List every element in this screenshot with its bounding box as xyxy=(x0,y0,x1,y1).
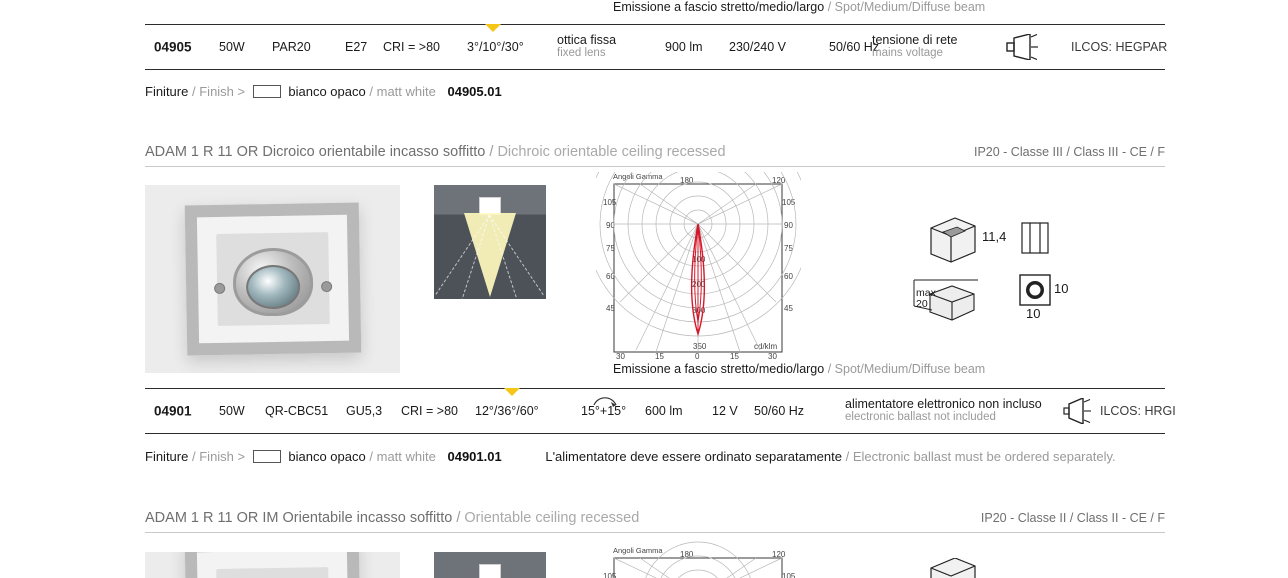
photo-frame-outer xyxy=(184,202,361,355)
beam-angle-marker-icon xyxy=(485,24,501,32)
polar-scale-30-left: 30 xyxy=(616,352,625,361)
section-header-adam-1-r-11-or xyxy=(145,144,1165,167)
ballast-note-en: Electronic ballast must be ordered separately. xyxy=(852,449,1116,464)
product-supply: alimentatore elettronico non incluso electronic ballast not included xyxy=(845,397,1042,424)
photo-frame-outer-2 xyxy=(184,552,361,578)
product-voltage: 230/240 V xyxy=(729,40,786,54)
product-cri: CRI = >80 xyxy=(383,40,440,54)
depth-box-icon xyxy=(925,210,981,266)
finish-code: 04905.01 xyxy=(447,84,502,99)
polar-unit: cd/klm xyxy=(754,342,778,351)
polar-scale-15-left: 15 xyxy=(655,352,664,361)
section-ip-rating: IP20 - Classe II / Class II - CE / F xyxy=(980,511,1165,525)
polar-label-right-90: 90 xyxy=(784,221,793,230)
max-depth-label: max 20 xyxy=(916,287,936,311)
product-beam-angles: 3°/10°/30° xyxy=(467,40,524,54)
top-beam-caption: Emissione a fascio stretto/medio/largo / Spot/Medium/Diffuse beam xyxy=(613,0,986,14)
polar-label-180-2: 180 xyxy=(680,550,694,559)
photo-pivot-right xyxy=(321,280,332,291)
polar-label-180: 180 xyxy=(680,176,694,185)
section2-partial-content xyxy=(0,540,1288,578)
hole-width-value: 10 xyxy=(1026,306,1041,321)
polar-ring-200: 200 xyxy=(692,280,706,289)
polar-label-left-105-2: 105 xyxy=(603,572,617,578)
product-frequency: 50/60 Hz xyxy=(829,40,880,54)
polar-scale-30-right: 30 xyxy=(768,352,777,361)
photo-frame-inner-2 xyxy=(216,567,330,578)
lamp-type-icon xyxy=(1005,34,1039,60)
polar-label-right-105: 105 xyxy=(782,198,796,207)
polar-label-left-105: 105 xyxy=(603,198,617,207)
polar-grid xyxy=(596,172,801,364)
photo-pivot-left xyxy=(214,282,225,293)
product-cri: CRI = >80 xyxy=(401,404,458,418)
polar-label-right-105-2: 105 xyxy=(782,572,796,578)
polar-scale-15-right: 15 xyxy=(730,352,739,361)
polar-label-350: 350 xyxy=(693,342,707,351)
photometric-polar-diagram xyxy=(596,172,801,364)
polar-axis-title-2: Angoli Gamma xyxy=(613,546,663,555)
polar-label-left-75: 75 xyxy=(606,244,615,253)
polar-axis-title: Angoli Gamma xyxy=(613,172,663,181)
product-ilcos: ILCOS: HRGI xyxy=(1100,404,1176,418)
finish-code: 04901.01 xyxy=(447,449,502,464)
photometric-polar-diagram-2 xyxy=(596,540,801,578)
beam-fixture-icon-2 xyxy=(479,564,501,578)
product-code: 04905 xyxy=(154,39,192,55)
product-socket: E27 xyxy=(345,40,368,54)
polar-grid-2 xyxy=(596,540,801,578)
side-profile-icon xyxy=(1019,221,1051,255)
polar-label-right-60: 60 xyxy=(784,272,793,281)
product-ilcos: ILCOS: HEGPAR xyxy=(1071,40,1168,54)
product-flux: 900 lm xyxy=(665,40,703,54)
section1-beam-caption: Emissione a fascio stretto/medio/largo / Spot/Medium/Diffuse beam xyxy=(613,362,986,376)
product-flux: 600 lm xyxy=(645,404,683,418)
product-voltage: 12 V xyxy=(712,404,738,418)
section-title: ADAM 1 R 11 OR Dicroico orientabile incasso soffitto / Dichroic orientable ceiling recessed xyxy=(145,144,726,160)
section-header-adam-1-r-11-or-im xyxy=(145,510,1165,533)
product-frequency: 50/60 Hz xyxy=(754,404,805,418)
finish-swatch-matt-white xyxy=(253,450,281,463)
polar-label-right-75: 75 xyxy=(784,244,793,253)
depth-box-icon-2 xyxy=(925,558,981,578)
finish-line-04901: Finiture / Finish > bianco opaco / matt white 04901.01 L'alimentatore deve essere ordinato separatamente / Electronic ballast must be ordered separately. xyxy=(145,449,1116,464)
product-optic: ottica fissa fixed lens xyxy=(557,33,617,60)
polar-scale-0: 0 xyxy=(695,352,700,361)
polar-label-120: 120 xyxy=(772,176,786,185)
product-power: 50W xyxy=(219,404,245,418)
depth-value: 11,4 xyxy=(982,229,1007,244)
polar-label-left-45: 45 xyxy=(606,304,615,313)
beam-diagram-2 xyxy=(434,552,546,578)
section-ip-rating: IP20 - Classe III / Class III - CE / F xyxy=(973,145,1165,159)
photo-lamp-glass xyxy=(245,264,300,309)
product-lamp: QR-CBC51 xyxy=(265,404,329,418)
polar-label-right-45: 45 xyxy=(784,304,793,313)
polar-label-left-60: 60 xyxy=(606,272,615,281)
beam-angle-marker-icon-2 xyxy=(504,388,520,396)
spec-row-04905 xyxy=(145,24,1168,70)
section-title: ADAM 1 R 11 OR IM Orientabile incasso soffitto / Orientable ceiling recessed xyxy=(145,510,640,526)
hole-diameter-value: 10 xyxy=(1054,281,1069,296)
product-photo-2 xyxy=(145,552,400,578)
product-socket: GU5,3 xyxy=(346,404,383,418)
product-tilt: 15°+15° xyxy=(581,404,627,418)
product-photo xyxy=(145,185,400,373)
polar-label-120-2: 120 xyxy=(772,550,786,559)
finish-line-04905: Finiture / Finish > bianco opaco / matt white 04905.01 xyxy=(145,84,502,99)
product-supply: tensione di rete mains voltage xyxy=(872,33,958,60)
spec-row-04901 xyxy=(145,388,1176,434)
polar-label-left-90: 90 xyxy=(606,221,615,230)
hole-diameter-icon xyxy=(1019,274,1051,306)
beam-light-cone xyxy=(464,213,516,297)
product-power: 50W xyxy=(219,40,245,54)
beam-diagram xyxy=(434,185,546,299)
polar-ring-100: 100 xyxy=(692,255,706,264)
product-beam-angles: 12°/36°/60° xyxy=(475,404,539,418)
product-lamp: PAR20 xyxy=(272,40,311,54)
product-code: 04901 xyxy=(154,403,192,419)
finish-swatch-matt-white xyxy=(253,85,281,98)
ballast-note-it: L'alimentatore deve essere ordinato separatamente xyxy=(545,449,842,464)
polar-ring-300: 300 xyxy=(692,306,706,315)
lamp-type-icon xyxy=(1063,398,1091,424)
